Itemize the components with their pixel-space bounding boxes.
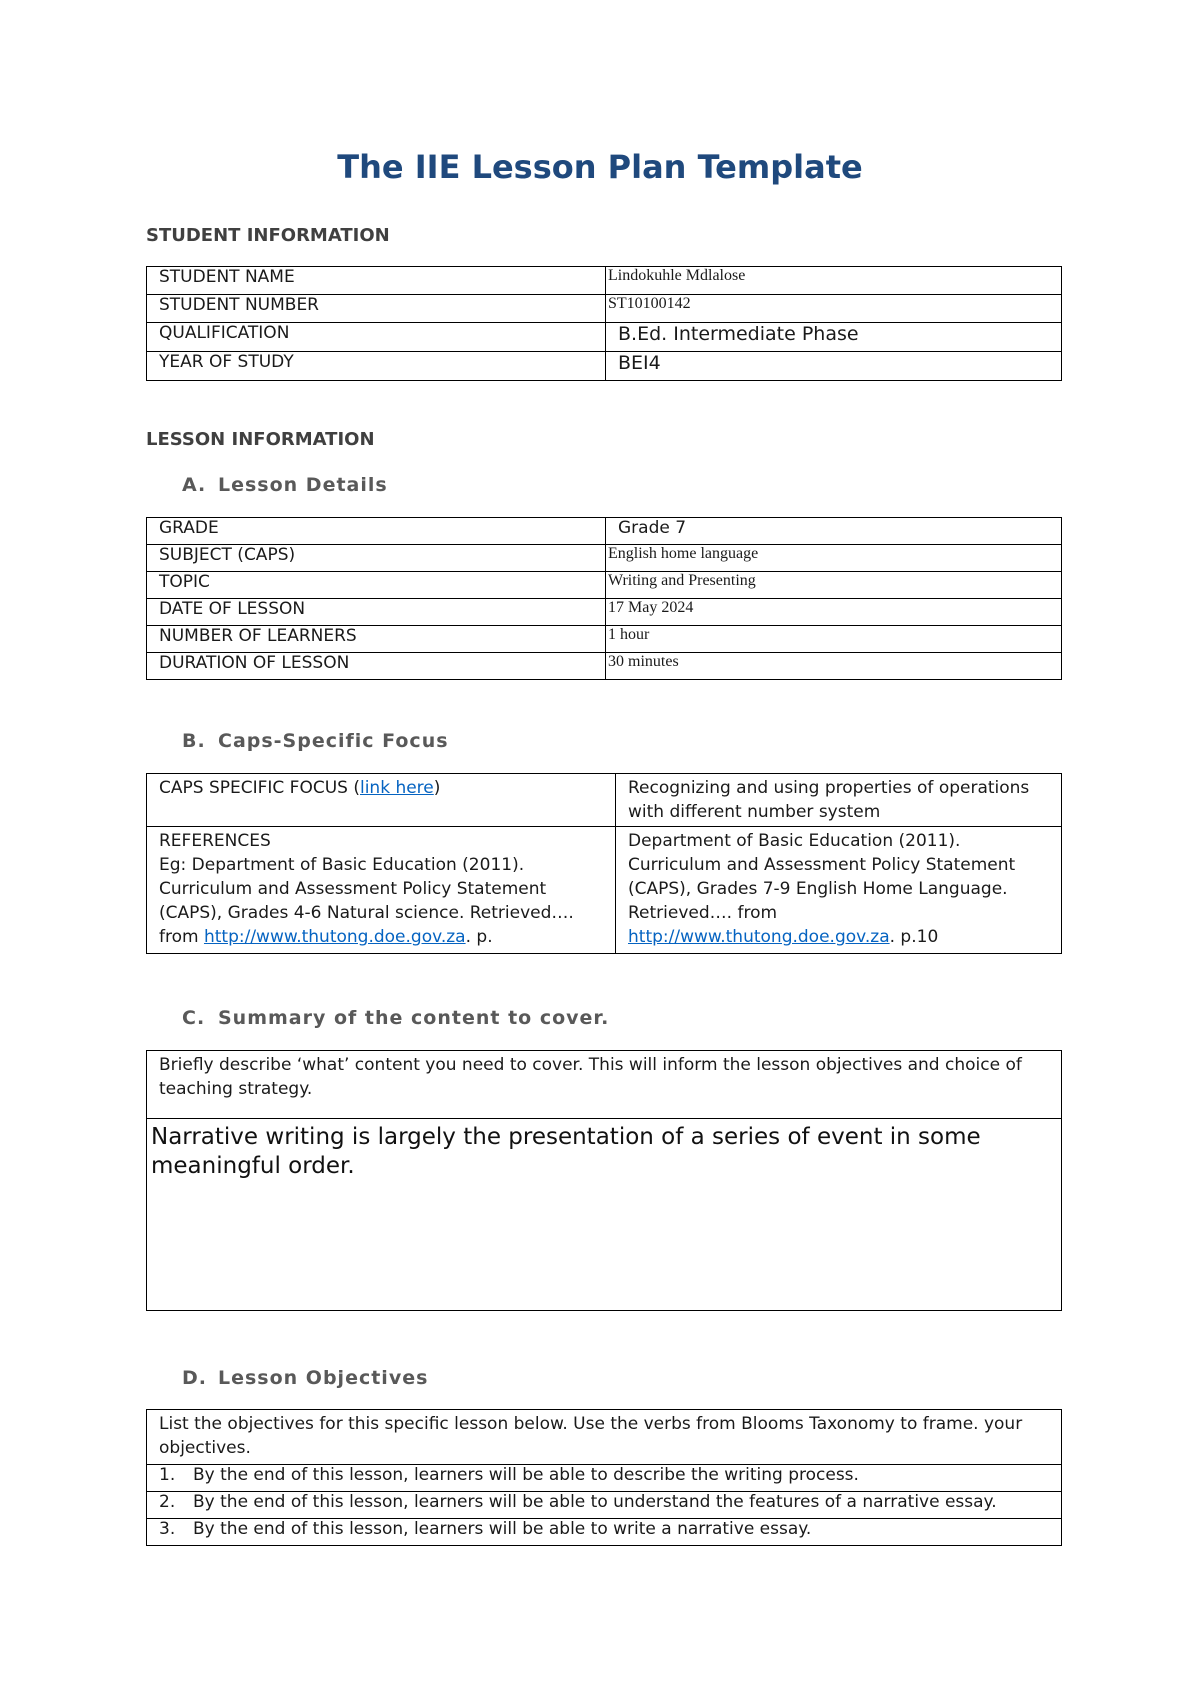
section-letter: D.	[182, 1367, 207, 1389]
objectives-heading	[182, 1367, 428, 1389]
section-title: Summary of the content to cover.	[218, 1007, 610, 1029]
table-row	[147, 827, 1062, 954]
student-name-label: STUDENT NAME	[147, 267, 606, 295]
summary-table	[146, 1050, 1062, 1311]
learners-value: 1 hour	[606, 626, 1062, 653]
objective-item	[147, 1519, 1062, 1546]
thutong-link-example[interactable]: http://www.thutong.doe.gov.za	[203, 927, 466, 947]
objective-text: By the end of this lesson, learners will be able to understand the features of a narrative essay.	[193, 1492, 997, 1512]
student-number-value: ST10100142	[606, 295, 1062, 323]
table-row	[147, 599, 1062, 626]
table-row	[147, 1410, 1062, 1465]
lesson-details-table	[146, 517, 1062, 680]
references-example-tail: . p.	[465, 927, 493, 947]
objective-text: By the end of this lesson, learners will be able to describe the writing process.	[193, 1465, 859, 1485]
references-label-cell	[147, 827, 616, 954]
subject-value: English home language	[606, 545, 1062, 572]
learners-label: NUMBER OF LEARNERS	[147, 626, 606, 653]
lesson-details-heading	[182, 474, 388, 496]
subject-label: SUBJECT (CAPS)	[147, 545, 606, 572]
caps-focus-value: Recognizing and using properties of operations with different number system	[616, 774, 1062, 827]
objective-item	[147, 1465, 1062, 1492]
table-row	[147, 653, 1062, 680]
table-row	[147, 352, 1062, 381]
references-label: REFERENCES	[159, 831, 271, 851]
caps-focus-label	[147, 774, 616, 827]
topic-label: TOPIC	[147, 572, 606, 599]
list-item	[147, 1492, 1062, 1519]
section-letter: C.	[182, 1007, 206, 1029]
lesson-info-heading: LESSON INFORMATION	[146, 429, 375, 450]
objective-number: 3.	[159, 1519, 176, 1539]
list-item	[147, 1519, 1062, 1546]
table-row	[147, 267, 1062, 295]
summary-prompt: Briefly describe ‘what’ content you need to cover. This will inform the lesson objectives and choice of teaching strategy.	[147, 1051, 1062, 1119]
references-example-text: Eg: Department of Basic Education (2011). Curriculum and Assessment Policy Statement (CAPS), Grades 4-6 Natural science. Retrieved…. from	[159, 855, 574, 947]
table-row	[147, 545, 1062, 572]
qualification-label: QUALIFICATION	[147, 323, 606, 352]
duration-label: DURATION OF LESSON	[147, 653, 606, 680]
section-letter: B.	[182, 730, 206, 752]
summary-answer: Narrative writing is largely the presentation of a series of event in some meaningful order.	[147, 1119, 1062, 1311]
summary-heading	[182, 1007, 609, 1029]
thutong-link[interactable]: http://www.thutong.doe.gov.za	[628, 927, 890, 947]
grade-value: Grade 7	[606, 518, 1062, 545]
date-label: DATE OF LESSON	[147, 599, 606, 626]
list-item	[147, 1465, 1062, 1492]
references-value-tail: . p.10	[889, 927, 939, 947]
caps-link[interactable]: link here	[359, 778, 434, 798]
objective-number: 1.	[159, 1465, 176, 1485]
references-value-cell	[616, 827, 1062, 954]
grade-label: GRADE	[147, 518, 606, 545]
section-title: Lesson Objectives	[218, 1367, 429, 1389]
table-row	[147, 1051, 1062, 1119]
student-info-table	[146, 266, 1062, 381]
student-name-value: Lindokuhle Mdlalose	[606, 267, 1062, 295]
objective-number: 2.	[159, 1492, 176, 1512]
objective-text: By the end of this lesson, learners will be able to write a narrative essay.	[193, 1519, 812, 1539]
caps-focus-table	[146, 773, 1062, 954]
section-title: Caps-Specific Focus	[218, 730, 449, 752]
section-title: Lesson Details	[218, 474, 388, 496]
references-example	[159, 853, 603, 949]
objective-item	[147, 1492, 1062, 1519]
table-row	[147, 626, 1062, 653]
caps-focus-heading	[182, 730, 449, 752]
table-row	[147, 1119, 1062, 1311]
caps-focus-label-text: CAPS SPECIFIC FOCUS (	[159, 778, 360, 798]
student-number-label: STUDENT NUMBER	[147, 295, 606, 323]
student-info-heading: STUDENT INFORMATION	[146, 225, 390, 246]
page-title: The IIE Lesson Plan Template	[337, 148, 863, 186]
table-row	[147, 518, 1062, 545]
year-of-study-value: BEI4	[606, 352, 1062, 381]
topic-value: Writing and Presenting	[606, 572, 1062, 599]
duration-value: 30 minutes	[606, 653, 1062, 680]
table-row	[147, 323, 1062, 352]
date-value: 17 May 2024	[606, 599, 1062, 626]
table-row	[147, 295, 1062, 323]
caps-focus-label-close: )	[433, 778, 441, 798]
table-row	[147, 572, 1062, 599]
qualification-value: B.Ed. Intermediate Phase	[606, 323, 1062, 352]
objectives-table	[146, 1409, 1062, 1546]
references-value-text: Department of Basic Education (2011). Curriculum and Assessment Policy Statement (CAPS), Grades 7-9 English Home Language. Retrieved…. from	[628, 831, 1016, 923]
table-row	[147, 774, 1062, 827]
section-letter: A.	[182, 474, 207, 496]
objectives-prompt: List the objectives for this specific lesson below. Use the verbs from Blooms Taxonomy to frame. your objectives.	[147, 1410, 1062, 1465]
year-of-study-label: YEAR OF STUDY	[147, 352, 606, 381]
